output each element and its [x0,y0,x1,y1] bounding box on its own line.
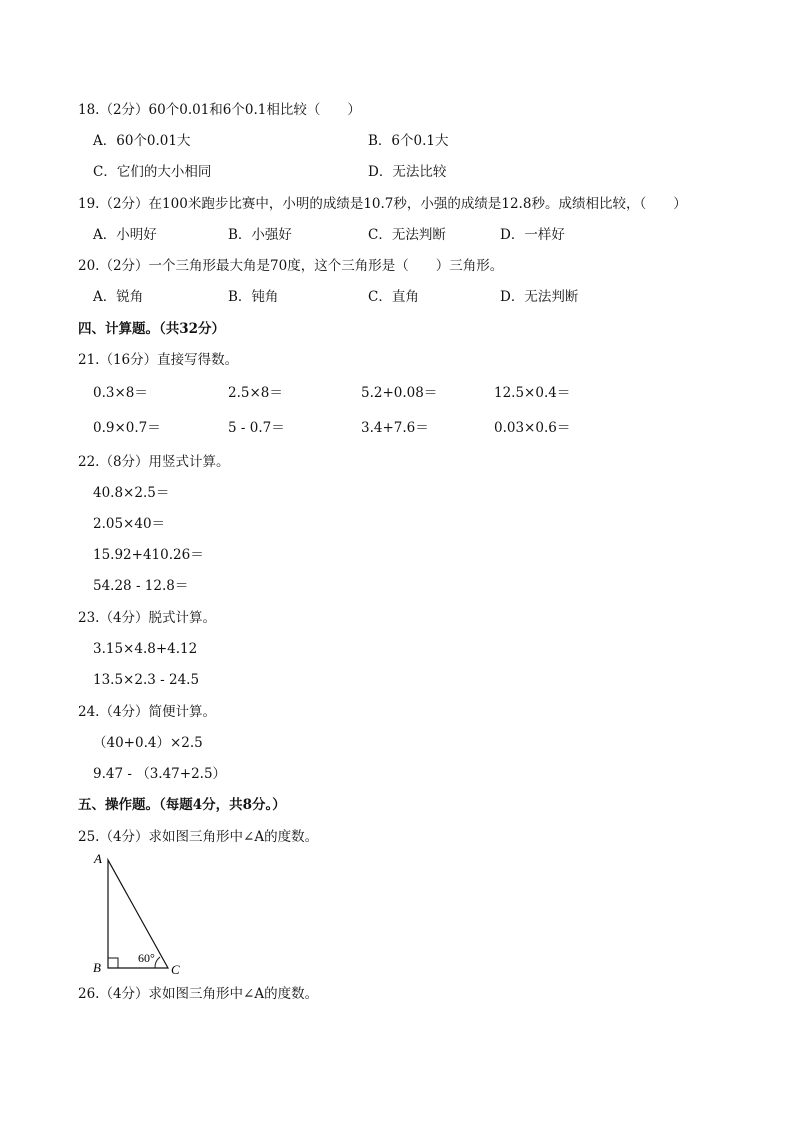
vertex-label-b: B [93,960,101,975]
q22-item: 15.92+410.26＝ [93,547,204,563]
angle-label: 60° [138,951,155,965]
vertex-label-a: A [94,851,102,866]
q22-item: 2.05×40＝ [93,516,166,532]
q26-stem: 26.（4分）求如图三角形中∠A的度数。 [78,986,319,1002]
q23-stem: 23.（4分）脱式计算。 [78,610,217,626]
q24-item: （40+0.4）×2.5 [93,735,203,751]
q19-option-d: D．一样好 [500,227,565,243]
q20-option-d: D．无法判断 [500,289,579,305]
q24-item: 9.47 - （3.47+2.5） [93,766,227,782]
q18-option-c: C．它们的大小相同 [93,164,212,180]
q22-stem: 22.（8分）用竖式计算。 [78,454,230,470]
section-5-heading: 五、操作题。（每题4分，共8分。） [78,797,286,813]
angle-arc [155,957,160,968]
q20-option-c: C．直角 [368,289,419,305]
q20-option-a: A．锐角 [93,289,144,305]
right-angle-marker [108,958,118,968]
q19-option-b: B．小强好 [228,227,292,243]
q21-item: 3.4+7.6＝ [361,420,429,436]
q23-item: 3.15×4.8+4.12 [93,641,198,657]
q20-stem: 20.（2分）一个三角形最大角是70度，这个三角形是（ ）三角形。 [78,258,504,274]
q22-item: 40.8×2.5＝ [93,485,170,501]
q21-item: 0.9×0.7＝ [93,420,161,436]
q21-item: 12.5×0.4＝ [494,385,571,401]
q22-item: 54.28 - 12.8＝ [93,578,189,594]
q18-option-a: A．60个0.01大 [93,133,191,149]
q21-item: 2.5×8＝ [228,385,283,401]
vertex-label-c: C [171,962,180,977]
q19-stem: 19.（2分）在100米跑步比赛中，小明的成绩是10.7秒，小强的成绩是12.8秒。成绩相比较，（ ） [78,196,687,212]
q23-item: 13.5×2.3 - 24.5 [93,672,200,688]
q18-option-d: D．无法比较 [368,164,447,180]
q25-stem: 25.（4分）求如图三角形中∠A的度数。 [78,829,319,845]
q21-item: 0.3×8＝ [93,385,148,401]
q18-stem: 18.（2分）60个0.01和6个0.1相比较（ ） [78,102,361,118]
q21-item: 0.03×0.6＝ [494,420,571,436]
q19-option-c: C．无法判断 [368,227,446,243]
q21-item: 5 - 0.7＝ [228,420,285,436]
q19-option-a: A．小明好 [93,227,157,243]
q21-item: 5.2+0.08＝ [361,385,438,401]
section-4-heading: 四、计算题。（共32分） [78,321,226,337]
triangle-figure [85,848,205,978]
q21-stem: 21.（16分）直接写得数。 [78,352,239,368]
q18-option-b: B．6个0.1大 [368,133,449,149]
q20-option-b: B．钝角 [228,289,279,305]
q24-stem: 24.（4分）简便计算。 [78,704,217,720]
